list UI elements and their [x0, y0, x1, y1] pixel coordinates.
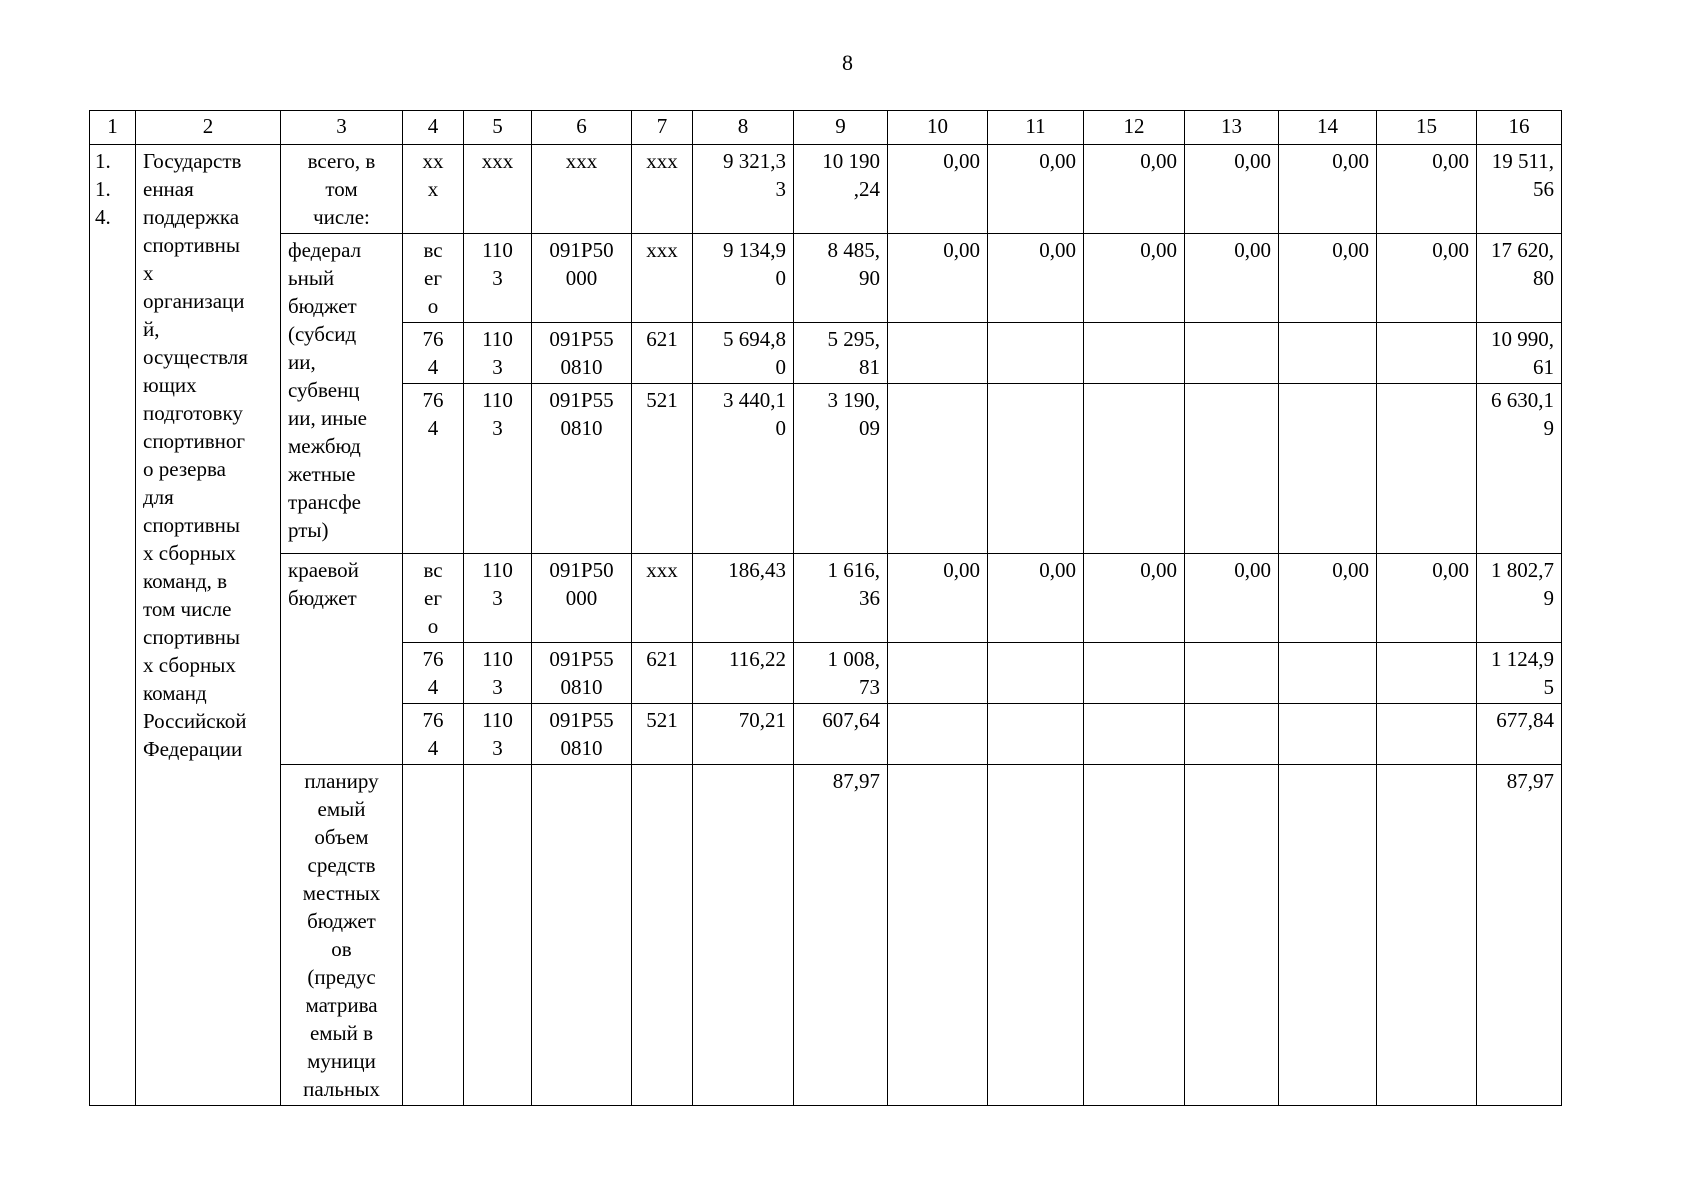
header-col-5: 5 — [464, 111, 532, 145]
header-col-9: 9 — [794, 111, 888, 145]
cell-c11 — [988, 765, 1084, 1106]
cell-c6: 091Р55 0810 — [532, 643, 632, 704]
cell-c5: 110 3 — [464, 554, 532, 643]
cell-c11 — [988, 384, 1084, 554]
cell-c5: 110 3 — [464, 234, 532, 323]
cell-c7: 521 — [632, 704, 693, 765]
header-col-1: 1 — [90, 111, 136, 145]
header-col-15: 15 — [1377, 111, 1477, 145]
cell-c5: ххх — [464, 145, 532, 234]
cell-c15: 0,00 — [1377, 234, 1477, 323]
cell-c8: 70,21 — [693, 704, 794, 765]
cell-c7: ххх — [632, 554, 693, 643]
cell-c4: 76 4 — [403, 384, 464, 554]
header-col-8: 8 — [693, 111, 794, 145]
cell-c10 — [888, 765, 988, 1106]
cell-c12 — [1084, 704, 1185, 765]
cell-c14: 0,00 — [1279, 145, 1377, 234]
cell-c13 — [1185, 643, 1279, 704]
cell-c12 — [1084, 323, 1185, 384]
cell-c6: 091Р55 0810 — [532, 704, 632, 765]
cell-c12: 0,00 — [1084, 234, 1185, 323]
cell-c6: ххх — [532, 145, 632, 234]
header-col-11: 11 — [988, 111, 1084, 145]
cell-c6: 091Р55 0810 — [532, 323, 632, 384]
cell-c7 — [632, 765, 693, 1106]
cell-c6: 091Р55 0810 — [532, 384, 632, 554]
cell-c13 — [1185, 765, 1279, 1106]
cell-c12: 0,00 — [1084, 554, 1185, 643]
cell-c4: вс ег о — [403, 234, 464, 323]
cell-c8: 116,22 — [693, 643, 794, 704]
cell-c9: 3 190, 09 — [794, 384, 888, 554]
cell-c9: 10 190 ,24 — [794, 145, 888, 234]
header-col-3: 3 — [281, 111, 403, 145]
cell-c12 — [1084, 643, 1185, 704]
cell-c11: 0,00 — [988, 234, 1084, 323]
cell-c13 — [1185, 704, 1279, 765]
cell-c8 — [693, 765, 794, 1106]
cell-c9: 8 485, 90 — [794, 234, 888, 323]
source-local: планиру емый объем средств местных бюджет ов (предус матрива емый в муници пальных — [281, 765, 403, 1106]
cell-c12 — [1084, 765, 1185, 1106]
cell-c5: 110 3 — [464, 643, 532, 704]
cell-c4: хх х — [403, 145, 464, 234]
cell-c16: 19 511, 56 — [1477, 145, 1562, 234]
header-col-6: 6 — [532, 111, 632, 145]
cell-c13 — [1185, 384, 1279, 554]
page-number: 8 — [842, 50, 853, 75]
cell-c13: 0,00 — [1185, 145, 1279, 234]
cell-c14 — [1279, 384, 1377, 554]
cell-c10: 0,00 — [888, 145, 988, 234]
source-federal: федерал ьный бюджет (субсид ии, субвенц ии, иные межбюд жетные трансфе рты) — [281, 234, 403, 554]
cell-c16: 6 630,1 9 — [1477, 384, 1562, 554]
cell-c12 — [1084, 384, 1185, 554]
table-row-federal-total — [90, 234, 1562, 323]
cell-c6: 091Р50 000 — [532, 234, 632, 323]
cell-c13: 0,00 — [1185, 554, 1279, 643]
cell-c9: 1 008, 73 — [794, 643, 888, 704]
cell-c14: 0,00 — [1279, 234, 1377, 323]
header-row — [90, 111, 1562, 145]
cell-c14 — [1279, 765, 1377, 1106]
header-col-16: 16 — [1477, 111, 1562, 145]
cell-c10 — [888, 643, 988, 704]
row-id: 1. 1. 4. — [90, 145, 136, 1106]
cell-c7: ххх — [632, 145, 693, 234]
cell-c14 — [1279, 323, 1377, 384]
cell-c9: 1 616, 36 — [794, 554, 888, 643]
cell-c10: 0,00 — [888, 554, 988, 643]
cell-c10 — [888, 323, 988, 384]
cell-c4: 76 4 — [403, 643, 464, 704]
row-name: Государств енная поддержка спортивны х организаци й, осуществля ющих подготовку спортивног о резерва для спортивны х сборных команд, в том числе спортивны х сборных команд Российской Федерации — [136, 145, 281, 1106]
cell-c9: 607,64 — [794, 704, 888, 765]
cell-c5 — [464, 765, 532, 1106]
cell-c9: 5 295, 81 — [794, 323, 888, 384]
cell-c15 — [1377, 765, 1477, 1106]
cell-c7: ххх — [632, 234, 693, 323]
header-col-4: 4 — [403, 111, 464, 145]
cell-c6 — [532, 765, 632, 1106]
header-col-2: 2 — [136, 111, 281, 145]
cell-c4: 76 4 — [403, 323, 464, 384]
cell-c11 — [988, 704, 1084, 765]
cell-c8: 9 321,3 3 — [693, 145, 794, 234]
cell-c15: 0,00 — [1377, 145, 1477, 234]
table-row-regional-total — [90, 554, 1562, 643]
cell-c5: 110 3 — [464, 323, 532, 384]
table-row-total — [90, 145, 1562, 234]
cell-c7: 621 — [632, 643, 693, 704]
cell-c5: 110 3 — [464, 704, 532, 765]
header-col-13: 13 — [1185, 111, 1279, 145]
cell-c11: 0,00 — [988, 554, 1084, 643]
cell-c16: 17 620, 80 — [1477, 234, 1562, 323]
source-regional: краевой бюджет — [281, 554, 403, 765]
cell-c14 — [1279, 643, 1377, 704]
cell-c15 — [1377, 323, 1477, 384]
cell-c16: 10 990, 61 — [1477, 323, 1562, 384]
header-col-10: 10 — [888, 111, 988, 145]
cell-c16: 1 124,9 5 — [1477, 643, 1562, 704]
source-total: всего, в том числе: — [281, 145, 403, 234]
cell-c16: 1 802,7 9 — [1477, 554, 1562, 643]
cell-c16: 677,84 — [1477, 704, 1562, 765]
cell-c13 — [1185, 323, 1279, 384]
cell-c15 — [1377, 704, 1477, 765]
header-col-12: 12 — [1084, 111, 1185, 145]
cell-c6: 091Р50 000 — [532, 554, 632, 643]
budget-table — [89, 110, 1562, 1106]
cell-c15 — [1377, 384, 1477, 554]
header-col-14: 14 — [1279, 111, 1377, 145]
cell-c4 — [403, 765, 464, 1106]
cell-c14 — [1279, 704, 1377, 765]
table-row-local — [90, 765, 1562, 1106]
cell-c4: вс ег о — [403, 554, 464, 643]
cell-c9: 87,97 — [794, 765, 888, 1106]
cell-c15: 0,00 — [1377, 554, 1477, 643]
header-col-7: 7 — [632, 111, 693, 145]
cell-c10 — [888, 704, 988, 765]
cell-c8: 186,43 — [693, 554, 794, 643]
cell-c8: 5 694,8 0 — [693, 323, 794, 384]
cell-c10: 0,00 — [888, 234, 988, 323]
cell-c15 — [1377, 643, 1477, 704]
cell-c4: 76 4 — [403, 704, 464, 765]
cell-c5: 110 3 — [464, 384, 532, 554]
cell-c11 — [988, 643, 1084, 704]
cell-c16: 87,97 — [1477, 765, 1562, 1106]
cell-c7: 521 — [632, 384, 693, 554]
cell-c11: 0,00 — [988, 145, 1084, 234]
cell-c14: 0,00 — [1279, 554, 1377, 643]
cell-c12: 0,00 — [1084, 145, 1185, 234]
cell-c8: 9 134,9 0 — [693, 234, 794, 323]
cell-c7: 621 — [632, 323, 693, 384]
cell-c10 — [888, 384, 988, 554]
cell-c11 — [988, 323, 1084, 384]
cell-c13: 0,00 — [1185, 234, 1279, 323]
cell-c8: 3 440,1 0 — [693, 384, 794, 554]
